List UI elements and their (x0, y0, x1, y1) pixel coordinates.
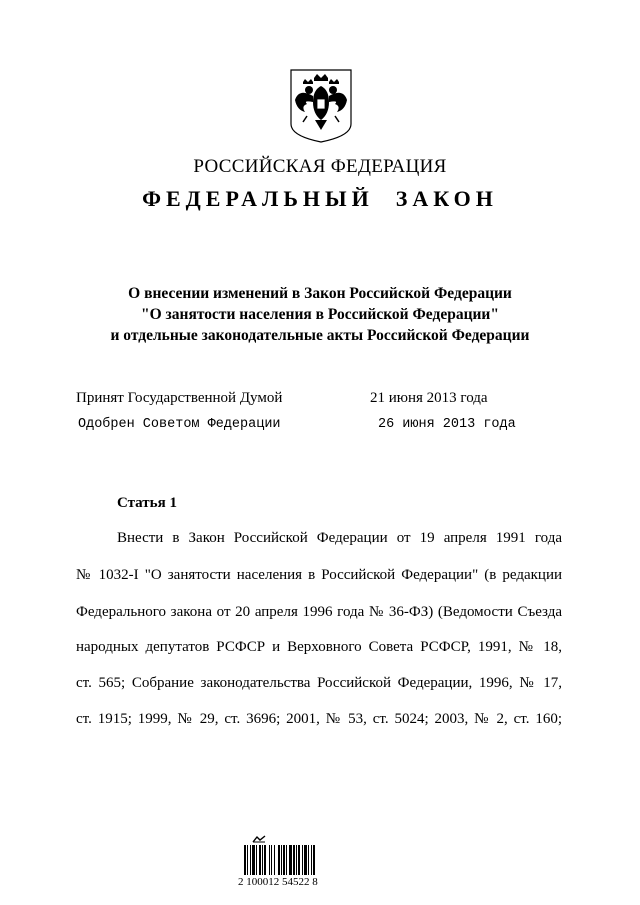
duma-approval-label: Принят Государственной Думой (76, 390, 283, 406)
document-type-word-1: ФЕДЕРАЛЬНЫЙ (142, 186, 374, 211)
law-title-line: "О занятости населения в Российской Федерации" (141, 306, 499, 323)
council-approval-date: 26 июня 2013 года (378, 417, 516, 432)
article-text-line: народных депутатов РСФСР и Верховного Совета РСФСР, 1991, № 18, (76, 639, 562, 655)
barcode-icon (244, 845, 330, 875)
article-heading: Статья 1 (117, 495, 177, 511)
document-type (0, 186, 640, 212)
article-text-line: № 1032-I "О занятости населения в Российской Федерации" (в редакции (76, 567, 562, 583)
council-approval-label: Одобрен Советом Федерации (78, 417, 281, 432)
law-title-line: и отдельные законодательные акты Российской Федерации (110, 327, 530, 344)
country-name: РОССИЙСКАЯ ФЕДЕРАЦИЯ (193, 156, 447, 177)
russian-coat-of-arms-icon (287, 66, 355, 144)
barcode-number: 2 100012 54522 8 (238, 876, 318, 888)
barcode-mark-icon (252, 835, 266, 843)
law-title-line: О внесении изменений в Закон Российской Федерации (128, 285, 512, 302)
article-text-line: Внести в Закон Российской Федерации от 19 апреля 1991 года (117, 530, 562, 546)
article-text-line: ст. 1915; 1999, № 29, ст. 3696; 2001, № 53, ст. 5024; 2003, № 2, ст. 160; (76, 711, 562, 727)
article-text-line: ст. 565; Собрание законодательства Российской Федерации, 1996, № 17, (76, 675, 562, 691)
law-title (0, 283, 640, 346)
duma-approval-date: 21 июня 2013 года (370, 390, 488, 406)
article-text-line: Федерального закона от 20 апреля 1996 года № 36-ФЗ) (Ведомости Съезда (76, 604, 562, 620)
document-type-word-2: ЗАКОН (395, 186, 498, 211)
